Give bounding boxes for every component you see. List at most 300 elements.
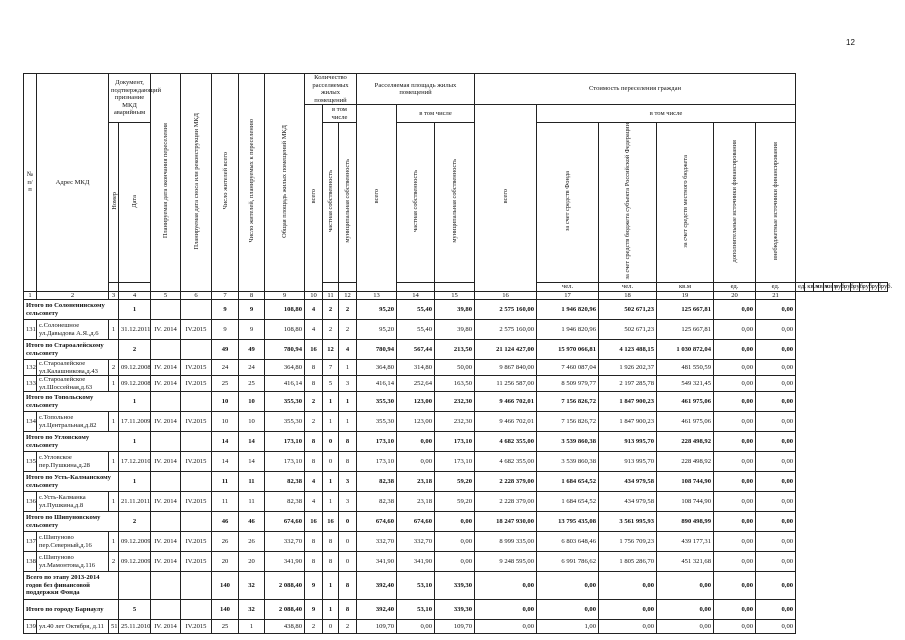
cell-col-10: 4 xyxy=(305,300,323,320)
column-number: 18 xyxy=(599,291,657,300)
header-total-area: Общая площадь жилых помещений МКД xyxy=(265,74,305,292)
cell-col-14: 567,44 xyxy=(397,340,435,360)
address-cell: с.Шипуново пер.Северный,д.16 xyxy=(37,532,109,552)
cell-col-21: 0,00 xyxy=(756,492,796,512)
column-number: 1 xyxy=(24,291,37,300)
cell-col-6: IV.2015 xyxy=(181,376,212,392)
cell-col-10: 9 xyxy=(305,572,323,600)
cell-col-18: 1 847 900,23 xyxy=(599,412,657,432)
subtotal-row xyxy=(24,600,888,620)
cell-col-10: 2 xyxy=(305,620,323,634)
cell-col-10: 2 xyxy=(305,412,323,432)
page-number: 12 xyxy=(846,38,855,47)
cell-col-5 xyxy=(151,600,181,620)
cell-col-10: 8 xyxy=(305,552,323,572)
subtotal-row xyxy=(24,392,888,412)
cell-col-19: 451 321,68 xyxy=(657,552,714,572)
cell-col-6 xyxy=(181,300,212,320)
subtotal-label: Итого по Усть-Калманскому сельсовету xyxy=(24,472,119,492)
cell-col-4: 1 xyxy=(119,392,151,412)
cell-col-18: 0,00 xyxy=(599,600,657,620)
column-number: 9 xyxy=(265,291,305,300)
cell-col-18: 434 979,58 xyxy=(599,492,657,512)
cell-col-21: 0,00 xyxy=(756,512,796,532)
cell-col-20: 0,00 xyxy=(714,552,756,572)
cell-col-14: 23,18 xyxy=(397,472,435,492)
cell-col-14: 123,00 xyxy=(397,392,435,412)
unit-label: ед. xyxy=(756,283,796,292)
cell-col-15: 163,50 xyxy=(435,376,475,392)
cell-col-10: 4 xyxy=(305,320,323,340)
units-empty-cell xyxy=(109,283,119,292)
subtotal-row xyxy=(24,432,888,452)
cell-col-9: 416,14 xyxy=(265,376,305,392)
header-premises-private: частная собственность xyxy=(323,123,339,283)
subtotal-label: Итого по Шипуновскому сельсовету xyxy=(24,512,119,532)
cell-col-6: IV.2015 xyxy=(181,412,212,432)
cell-col-6: IV.2015 xyxy=(181,620,212,634)
header-planned-end: Планируемая дата окончания переселения xyxy=(151,74,181,292)
cell-col-12: 3 xyxy=(339,376,357,392)
cell-col-4: 1 xyxy=(119,432,151,452)
units-empty-cell xyxy=(119,283,151,292)
cell-col-21: 0,00 xyxy=(756,572,796,600)
cell-col-12: 2 xyxy=(339,620,357,634)
cell-col-20: 0,00 xyxy=(714,532,756,552)
cell-col-4: 25.11.2010 xyxy=(119,620,151,634)
column-number: 12 xyxy=(339,291,357,300)
cell-col-17: 15 970 066,81 xyxy=(537,340,599,360)
cell-col-10: 16 xyxy=(305,512,323,532)
cell-col-21: 0,00 xyxy=(756,340,796,360)
cell-col-12: 4 xyxy=(339,340,357,360)
column-number: 21 xyxy=(756,291,796,300)
cell-col-20: 0,00 xyxy=(714,412,756,432)
cell-col-19: 125 667,81 xyxy=(657,320,714,340)
subtotal-label: Итого по Топольскому сельсовету xyxy=(24,392,119,412)
cell-col-19: 481 550,59 xyxy=(657,360,714,376)
cell-col-19: 461 975,06 xyxy=(657,392,714,412)
cell-col-15: 213,50 xyxy=(435,340,475,360)
cell-col-5: IV. 2014 xyxy=(151,412,181,432)
units-empty-cell xyxy=(397,283,435,292)
subtotal-row xyxy=(24,300,888,320)
cell-col-20: 0,00 xyxy=(714,300,756,320)
cell-col-21: 0,00 xyxy=(756,552,796,572)
cell-col-5: IV. 2014 xyxy=(151,620,181,634)
cell-col-5: IV. 2014 xyxy=(151,492,181,512)
doc-number-cell: 2 xyxy=(109,360,119,376)
cell-col-15: 109,70 xyxy=(435,620,475,634)
cell-col-18: 1 926 202,37 xyxy=(599,360,657,376)
cell-col-8: 10 xyxy=(239,412,265,432)
cell-col-11: 12 xyxy=(323,340,339,360)
cell-col-19: 108 744,90 xyxy=(657,472,714,492)
header-cost-offbudget: внебюджетные источники финансирования xyxy=(756,123,796,283)
cell-col-19: 228 498,92 xyxy=(657,432,714,452)
cell-col-20: 0,00 xyxy=(714,572,756,600)
header-area-private: частная собственность xyxy=(397,123,435,283)
cell-col-4: 09.12.2009 xyxy=(119,552,151,572)
cell-col-8: 14 xyxy=(239,452,265,472)
cell-col-5 xyxy=(151,340,181,360)
cell-col-8: 9 xyxy=(239,300,265,320)
table-row xyxy=(24,452,888,472)
address-cell: ул.40 лет Октября, д.11 xyxy=(37,620,109,634)
cell-col-5 xyxy=(151,472,181,492)
header-cost-in-which: в том числе xyxy=(537,105,796,123)
cell-col-21: 0,00 xyxy=(756,452,796,472)
column-number: 15 xyxy=(435,291,475,300)
cell-col-18: 2 197 285,78 xyxy=(599,376,657,392)
cell-col-9: 438,80 xyxy=(265,620,305,634)
unit-label: кв.м xyxy=(823,283,832,292)
cell-col-12: 3 xyxy=(339,472,357,492)
cell-col-16: 2 228 379,00 xyxy=(475,472,537,492)
header-planned-demolition: Планируемая дата сноса или реконструкции МКД xyxy=(181,74,212,292)
cell-col-15: 0,00 xyxy=(435,512,475,532)
cell-col-18: 1 756 709,23 xyxy=(599,532,657,552)
column-number: 7 xyxy=(212,291,239,300)
doc-number-cell: 1 xyxy=(109,492,119,512)
doc-number-cell: 1 xyxy=(109,452,119,472)
address-cell: с.Шипуново ул.Мамонтова,д.116 xyxy=(37,552,109,572)
cell-col-12: 1 xyxy=(339,392,357,412)
doc-number-cell: 1 xyxy=(109,376,119,392)
table-row xyxy=(24,320,888,340)
row-number: 139 xyxy=(24,620,37,634)
cell-col-18: 913 995,70 xyxy=(599,432,657,452)
cell-col-7: 24 xyxy=(212,360,239,376)
cell-col-21: 0,00 xyxy=(756,320,796,340)
cell-col-16: 9 248 595,00 xyxy=(475,552,537,572)
column-number: 20 xyxy=(714,291,756,300)
cell-col-13: 674,60 xyxy=(357,512,397,532)
cell-col-15: 39,80 xyxy=(435,320,475,340)
column-number: 8 xyxy=(239,291,265,300)
cell-col-13: 780,94 xyxy=(357,340,397,360)
cell-col-8: 32 xyxy=(239,572,265,600)
cell-col-7: 46 xyxy=(212,512,239,532)
cell-col-8: 9 xyxy=(239,320,265,340)
cell-col-16: 9 867 840,00 xyxy=(475,360,537,376)
header-cost-region: за счет средств бюджета субъекта Российской Федерации xyxy=(599,123,657,283)
cell-col-12: 2 xyxy=(339,320,357,340)
cell-col-15: 339,30 xyxy=(435,600,475,620)
cell-col-9: 82,38 xyxy=(265,472,305,492)
table-row xyxy=(24,552,888,572)
cell-col-11: 7 xyxy=(323,360,339,376)
cell-col-18: 0,00 xyxy=(599,572,657,600)
cell-col-13: 332,70 xyxy=(357,532,397,552)
cell-col-13: 364,80 xyxy=(357,360,397,376)
cell-col-7: 26 xyxy=(212,532,239,552)
unit-label: ед. xyxy=(714,283,756,292)
cell-col-15: 50,00 xyxy=(435,360,475,376)
cell-col-12: 0 xyxy=(339,512,357,532)
cell-col-8: 11 xyxy=(239,492,265,512)
cell-col-18: 0,00 xyxy=(599,620,657,634)
cell-col-9: 173,10 xyxy=(265,432,305,452)
cell-col-9: 332,70 xyxy=(265,532,305,552)
header-premises-total: всего xyxy=(305,105,323,292)
cell-col-21: 0,00 xyxy=(756,392,796,412)
header-address: Адрес МКД xyxy=(37,74,109,292)
cell-col-10: 8 xyxy=(305,532,323,552)
cell-col-4: 17.12.2010 xyxy=(119,452,151,472)
cell-col-8: 46 xyxy=(239,512,265,532)
cell-col-6: IV.2015 xyxy=(181,492,212,512)
unit-label: чел. xyxy=(537,283,599,292)
cell-col-16: 4 682 355,00 xyxy=(475,432,537,452)
cell-col-11: 1 xyxy=(323,472,339,492)
cell-col-16: 0,00 xyxy=(475,600,537,620)
header-area-total: всего xyxy=(357,105,397,292)
cell-col-10: 4 xyxy=(305,472,323,492)
cell-col-4: 1 xyxy=(119,300,151,320)
table-row xyxy=(24,532,888,552)
cell-col-13: 109,70 xyxy=(357,620,397,634)
cell-col-13: 355,30 xyxy=(357,392,397,412)
header-cost-local: за счет средств местного бюджета xyxy=(657,123,714,283)
cell-col-6: IV.2015 xyxy=(181,320,212,340)
cell-col-5: IV. 2014 xyxy=(151,360,181,376)
cell-col-5 xyxy=(151,392,181,412)
cell-col-12: 1 xyxy=(339,412,357,432)
cell-col-13: 416,14 xyxy=(357,376,397,392)
cell-col-6 xyxy=(181,340,212,360)
cell-col-7: 25 xyxy=(212,376,239,392)
cell-col-17: 1,00 xyxy=(537,620,599,634)
cell-col-20: 0,00 xyxy=(714,472,756,492)
row-number: 137 xyxy=(24,532,37,552)
unit-label: руб. xyxy=(869,283,878,292)
header-area-in-which: в том числе xyxy=(397,105,475,123)
cell-col-18: 1 805 286,70 xyxy=(599,552,657,572)
table-row xyxy=(24,360,888,376)
unit-label: ед. xyxy=(796,283,805,292)
cell-col-18: 3 561 995,93 xyxy=(599,512,657,532)
cell-col-21: 0,00 xyxy=(756,600,796,620)
cell-col-12: 8 xyxy=(339,572,357,600)
cell-col-5: IV. 2014 xyxy=(151,320,181,340)
cell-col-9: 108,80 xyxy=(265,300,305,320)
cell-col-4: 31.12.2011 xyxy=(119,320,151,340)
header-cost-total: всего xyxy=(475,105,537,292)
row-number: 136 xyxy=(24,492,37,512)
address-cell: с.Угловское пер.Пушкина,д.28 xyxy=(37,452,109,472)
cell-col-14: 23,18 xyxy=(397,492,435,512)
cell-col-11: 0 xyxy=(323,452,339,472)
column-number: 10 xyxy=(305,291,323,300)
cell-col-19: 0,00 xyxy=(657,572,714,600)
cell-col-4: 09.12.2008 xyxy=(119,360,151,376)
cell-col-9: 364,80 xyxy=(265,360,305,376)
cell-col-12: 8 xyxy=(339,432,357,452)
unit-label: руб. xyxy=(878,283,887,292)
address-cell: с.Солонешное ул.Давыдова А.Я.,д.6 xyxy=(37,320,109,340)
cell-col-4: 2 xyxy=(119,512,151,532)
cell-col-19: 549 321,45 xyxy=(657,376,714,392)
cell-col-5 xyxy=(151,512,181,532)
cell-col-21: 0,00 xyxy=(756,376,796,392)
cell-col-7: 140 xyxy=(212,572,239,600)
cell-col-15: 39,80 xyxy=(435,300,475,320)
cell-col-13: 392,40 xyxy=(357,600,397,620)
cell-col-15: 232,30 xyxy=(435,392,475,412)
cell-col-7: 9 xyxy=(212,300,239,320)
cell-col-17: 6 803 648,46 xyxy=(537,532,599,552)
cell-col-11: 1 xyxy=(323,492,339,512)
cell-col-6: IV.2015 xyxy=(181,360,212,376)
cell-col-13: 341,90 xyxy=(357,552,397,572)
subtotal-label: Итого по Солоненинскому сельсовету xyxy=(24,300,119,320)
cell-col-21: 0,00 xyxy=(756,412,796,432)
cell-col-4: 1 xyxy=(119,472,151,492)
cell-col-20: 0,00 xyxy=(714,320,756,340)
cell-col-10: 4 xyxy=(305,492,323,512)
cell-col-12: 1 xyxy=(339,360,357,376)
cell-col-11: 5 xyxy=(323,376,339,392)
header-cost-additional: дополнительные источники финансирования xyxy=(714,123,756,283)
cell-col-8: 26 xyxy=(239,532,265,552)
cell-col-20: 0,00 xyxy=(714,492,756,512)
cell-col-13: 173,10 xyxy=(357,452,397,472)
cell-col-15: 59,20 xyxy=(435,472,475,492)
cell-col-13: 82,38 xyxy=(357,492,397,512)
cell-col-13: 355,30 xyxy=(357,412,397,432)
cell-col-14: 0,00 xyxy=(397,452,435,472)
cell-col-15: 0,00 xyxy=(435,532,475,552)
cell-col-12: 3 xyxy=(339,492,357,512)
column-number: 4 xyxy=(119,291,151,300)
cell-col-8: 24 xyxy=(239,360,265,376)
cell-col-11: 2 xyxy=(323,300,339,320)
cell-col-13: 95,20 xyxy=(357,300,397,320)
unit-label: руб. xyxy=(841,283,850,292)
cell-col-18: 1 847 900,23 xyxy=(599,392,657,412)
cell-col-5: IV. 2014 xyxy=(151,376,181,392)
cell-col-8: 25 xyxy=(239,376,265,392)
cell-col-6: IV.2015 xyxy=(181,532,212,552)
cell-col-14: 674,60 xyxy=(397,512,435,532)
doc-number-cell: 1 xyxy=(109,532,119,552)
cell-col-19: 1 030 872,04 xyxy=(657,340,714,360)
cell-col-6: IV.2015 xyxy=(181,552,212,572)
cell-col-20: 0,00 xyxy=(714,340,756,360)
cell-col-18: 502 671,23 xyxy=(599,300,657,320)
cell-col-10: 9 xyxy=(305,600,323,620)
cell-col-15: 59,20 xyxy=(435,492,475,512)
header-premises-municipal: муниципальная собственность xyxy=(339,123,357,283)
resettlement-table xyxy=(23,73,893,634)
cell-col-7: 10 xyxy=(212,392,239,412)
cell-col-8: 11 xyxy=(239,472,265,492)
column-number: 3 xyxy=(109,291,119,300)
address-cell: с.Староалейское ул.Шоссейная,д.63 xyxy=(37,376,109,392)
header-doc-number: Номер xyxy=(109,123,119,283)
doc-number-cell: 1 xyxy=(109,412,119,432)
header-cost-fund: за счет средств Фонда xyxy=(537,123,599,283)
column-number: 16 xyxy=(475,291,537,300)
row-number: 135 xyxy=(24,452,37,472)
cell-col-9: 341,90 xyxy=(265,552,305,572)
cell-col-8: 32 xyxy=(239,600,265,620)
cell-col-19: 125 667,81 xyxy=(657,300,714,320)
header-doc-date: Дата xyxy=(119,123,151,283)
header-planned-residents: Число жителей, планируемых к переселению xyxy=(239,74,265,292)
cell-col-19: 228 498,92 xyxy=(657,452,714,472)
cell-col-13: 95,20 xyxy=(357,320,397,340)
cell-col-17: 1 946 820,96 xyxy=(537,320,599,340)
header-premises-count: Количество расселяемых жилых помещений xyxy=(305,74,357,105)
column-number: 13 xyxy=(357,291,397,300)
subtotal-label: Итого по Угловскому сельсовету xyxy=(24,432,119,452)
cell-col-11: 0 xyxy=(323,432,339,452)
cell-col-16: 0,00 xyxy=(475,620,537,634)
address-cell: с.Усть-Калманка ул.Пушкина,д.8 xyxy=(37,492,109,512)
header-area-municipal: муниципальная собственность xyxy=(435,123,475,283)
address-cell: с.Староалейское ул.Калашникова,д.43 xyxy=(37,360,109,376)
row-number: 132 xyxy=(24,360,37,376)
cell-col-20: 0,00 xyxy=(714,512,756,532)
cell-col-17: 3 539 860,38 xyxy=(537,452,599,472)
cell-col-20: 0,00 xyxy=(714,600,756,620)
cell-col-19: 0,00 xyxy=(657,620,714,634)
cell-col-11: 8 xyxy=(323,532,339,552)
cell-col-17: 8 509 979,77 xyxy=(537,376,599,392)
column-number: 11 xyxy=(323,291,339,300)
cell-col-17: 7 156 826,72 xyxy=(537,412,599,432)
cell-col-20: 0,00 xyxy=(714,620,756,634)
row-number: 133 xyxy=(24,376,37,392)
unit-label: кв.м xyxy=(657,283,714,292)
header-premises-in-which: в том числе xyxy=(323,105,357,123)
cell-col-11: 1 xyxy=(323,392,339,412)
table-row xyxy=(24,492,888,512)
cell-col-21: 0,00 xyxy=(756,472,796,492)
cell-col-15: 173,10 xyxy=(435,432,475,452)
cell-col-7: 49 xyxy=(212,340,239,360)
cell-col-17: 1 946 820,96 xyxy=(537,300,599,320)
cell-col-10: 8 xyxy=(305,360,323,376)
cell-col-14: 314,80 xyxy=(397,360,435,376)
cell-col-19: 890 498,99 xyxy=(657,512,714,532)
cell-col-6 xyxy=(181,572,212,600)
cell-col-10: 8 xyxy=(305,432,323,452)
cell-col-21: 0,00 xyxy=(756,532,796,552)
cell-col-18: 502 671,23 xyxy=(599,320,657,340)
cell-col-11: 2 xyxy=(323,320,339,340)
cell-col-12: 8 xyxy=(339,452,357,472)
cell-col-6: IV.2015 xyxy=(181,452,212,472)
cell-col-5: IV. 2014 xyxy=(151,452,181,472)
subtotal-label: Итого по городу Барнаулу xyxy=(24,600,119,620)
cell-col-7: 11 xyxy=(212,492,239,512)
cell-col-7: 20 xyxy=(212,552,239,572)
subtotal-label: Всего по этапу 2013-2014 годов без финансовой поддержки Фонда xyxy=(24,572,119,600)
cell-col-5 xyxy=(151,432,181,452)
cell-col-15: 0,00 xyxy=(435,552,475,572)
cell-col-15: 173,10 xyxy=(435,452,475,472)
table-row xyxy=(24,376,888,392)
subtotal-row xyxy=(24,572,888,600)
cell-col-20: 0,00 xyxy=(714,392,756,412)
column-number: 17 xyxy=(537,291,599,300)
cell-col-6 xyxy=(181,432,212,452)
cell-col-19: 461 975,06 xyxy=(657,412,714,432)
cell-col-5 xyxy=(151,300,181,320)
